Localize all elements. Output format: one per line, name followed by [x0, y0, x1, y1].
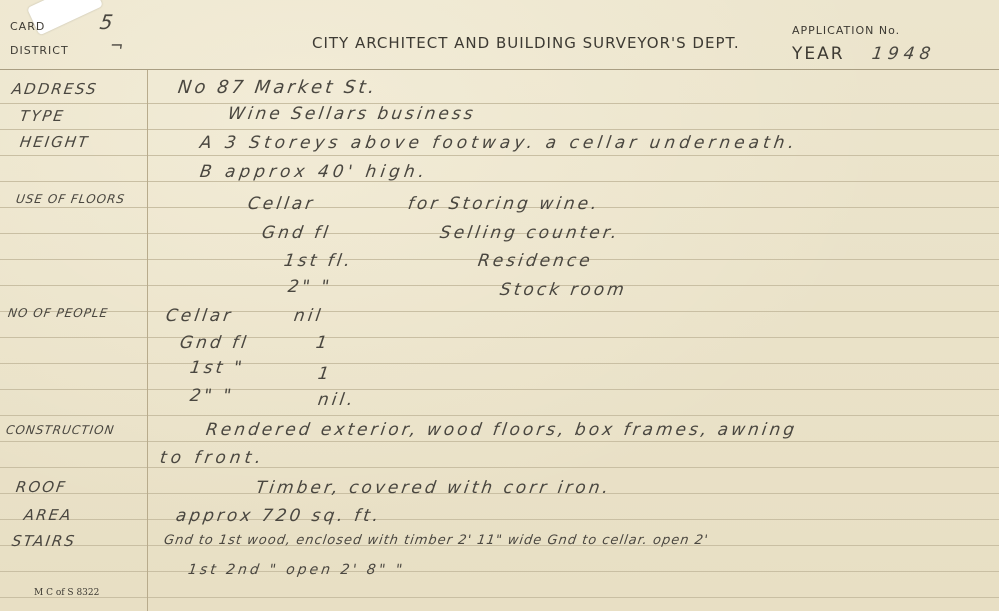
- district-label: DISTRICT: [10, 44, 69, 57]
- ruled-line: [0, 389, 999, 390]
- entry-area: approx 720 sq. ft.: [174, 506, 383, 526]
- district-value: ¬: [108, 36, 128, 55]
- header-rule: [0, 69, 999, 70]
- construction-line-2: to front.: [158, 448, 267, 468]
- form-number: M C of S 8322: [34, 588, 100, 598]
- people-cellar: Cellar: [164, 306, 235, 326]
- margin-line: [147, 70, 148, 611]
- ruled-line: [0, 597, 999, 598]
- people-1st-val: 1: [316, 364, 334, 384]
- use-2nd: 2" ": [286, 277, 334, 297]
- stairs-line-2: 1st 2nd " open 2' 8" ": [186, 562, 407, 578]
- application-label: APPLICATION No.: [792, 24, 901, 37]
- ruled-line: [0, 155, 999, 156]
- people-gnd-val: 1: [314, 333, 332, 353]
- card-label: CARD: [10, 20, 46, 33]
- label-type: TYPE: [18, 107, 67, 125]
- label-use-of-floors: USE OF FLOORS: [15, 192, 127, 206]
- label-no-of-people: NO OF PEOPLE: [7, 306, 110, 320]
- ruled-line: [0, 181, 999, 182]
- people-cellar-val: nil: [292, 306, 325, 326]
- ruled-line: [0, 337, 999, 338]
- ruled-line: [0, 415, 999, 416]
- people-1st: 1st ": [188, 358, 246, 378]
- use-1st-desc: Residence: [476, 251, 595, 271]
- year-value: 1948: [870, 44, 937, 64]
- label-construction: CONSTRUCTION: [5, 423, 116, 437]
- use-2nd-desc: Stock room: [498, 280, 629, 300]
- label-height: HEIGHT: [18, 133, 91, 151]
- label-stairs: STAIRS: [10, 532, 78, 550]
- people-2nd-val: nil.: [316, 390, 358, 410]
- year-label: YEAR: [792, 44, 845, 64]
- entry-roof: Timber, covered with corr iron.: [254, 478, 613, 498]
- use-gnd-desc: Selling counter.: [438, 223, 622, 243]
- ruled-line: [0, 467, 999, 468]
- card-number: 5: [98, 10, 118, 34]
- ruled-line: [0, 103, 999, 104]
- people-2nd: 2" ": [188, 386, 236, 406]
- ruled-line: [0, 311, 999, 312]
- ruled-line: [0, 571, 999, 572]
- use-1st: 1st fl.: [282, 251, 355, 271]
- ruled-line: [0, 519, 999, 520]
- entry-type: Wine Sellars business: [226, 104, 478, 124]
- entry-address: No 87 Market St.: [176, 77, 379, 98]
- stairs-line-1: Gnd to 1st wood, enclosed with timber 2' 11" wide Gnd to cellar. open 2': [162, 533, 710, 548]
- people-gnd: Gnd fl: [178, 333, 251, 353]
- label-address: ADDRESS: [10, 80, 100, 98]
- ruled-line: [0, 441, 999, 442]
- entry-height-b: B approx 40' high.: [198, 162, 430, 182]
- entry-height-a: A 3 Storeys above footway. a cellar underneath.: [198, 133, 800, 153]
- dept-title: CITY ARCHITECT AND BUILDING SURVEYOR'S DEPT.: [312, 34, 740, 52]
- label-area: AREA: [22, 506, 74, 524]
- use-cellar-desc: for Storing wine.: [406, 194, 601, 214]
- label-roof: ROOF: [14, 478, 68, 496]
- use-gnd: Gnd fl: [260, 223, 333, 243]
- use-cellar: Cellar: [246, 194, 317, 214]
- ruled-line: [0, 363, 999, 364]
- ruled-line: [0, 129, 999, 130]
- construction-line-1: Rendered exterior, wood floors, box frames, awning: [204, 420, 799, 440]
